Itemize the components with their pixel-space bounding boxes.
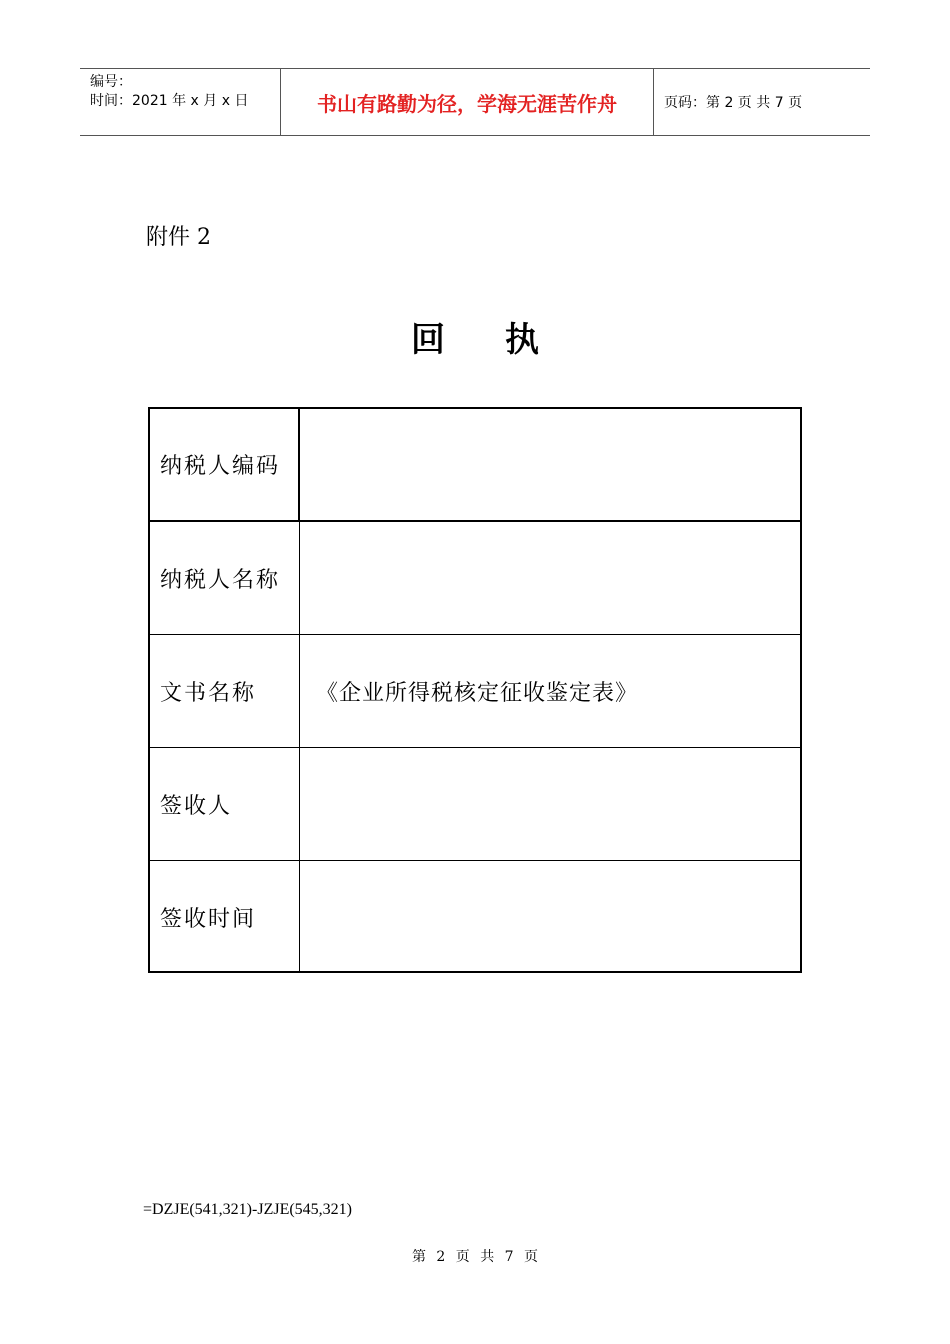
header-number-label: 编号： [90,74,132,90]
row-label-signee: 签收人 [150,748,300,860]
row-value-signee[interactable] [300,748,800,860]
row-label-sign-time: 签收时间 [150,861,300,973]
header-motto: 书山有路勤为径，学海无涯苦作舟 [281,69,654,135]
page-title: 回执 [411,320,599,360]
table-row [150,409,800,522]
row-value-document-name: 《企业所得税核定征收鉴定表》 [316,680,639,706]
row-value-taxpayer-name[interactable] [300,522,800,634]
attachment-label: 附件 2 [146,225,211,250]
header-page-info: 页码：第 2 页 共 7 页 [664,95,803,111]
row-value-taxpayer-code[interactable] [300,409,800,520]
table-row [150,748,800,861]
row-value-sign-time[interactable] [300,861,800,973]
table-row [150,522,800,635]
formula-text: =DZJE(541,321)-JZJE(545,321) [143,1201,352,1218]
header-meta [80,69,281,135]
page-footer: 第 2 页 共 7 页 [411,1249,539,1265]
header-time-label: 时间：2021 年 x 月 x 日 [90,93,249,109]
table-row [150,861,800,973]
row-label-document-name: 文书名称 [150,635,300,747]
page-header [80,68,870,136]
row-label-taxpayer-code: 纳税人编码 [150,409,300,520]
receipt-table [148,407,802,973]
row-label-taxpayer-name: 纳税人名称 [150,522,300,634]
table-row [150,635,800,748]
